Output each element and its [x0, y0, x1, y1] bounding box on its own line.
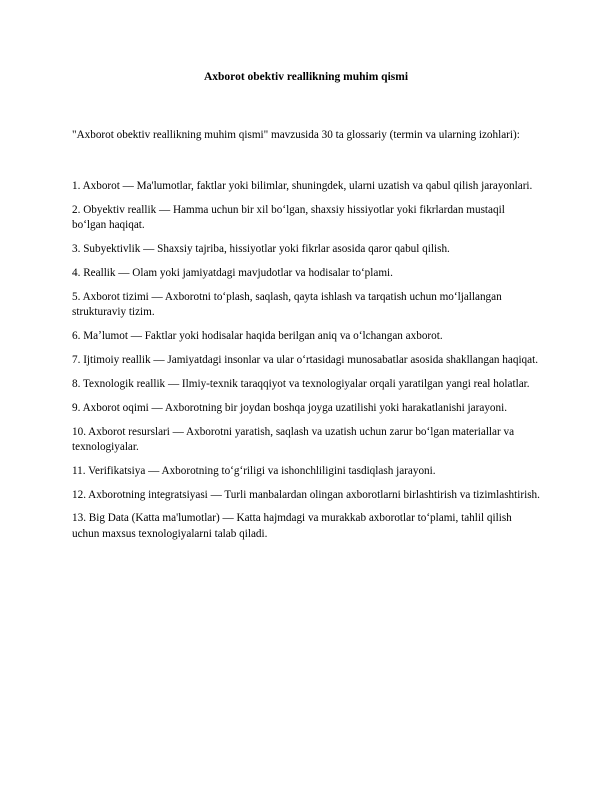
glossary-entry	[72, 329, 540, 344]
glossary-entry-text: 9. Axborot oqimi — Axborotning bir joydan boshqa joyga uzatilishi yoki harakatlanishi jarayoni.	[72, 401, 508, 414]
glossary-entry	[72, 203, 540, 234]
document-body	[72, 0, 540, 542]
page-title: Axborot obektiv reallikning muhim qismi	[203, 71, 409, 83]
glossary-entry	[72, 290, 540, 321]
glossary-entry	[72, 464, 540, 479]
glossary-entry	[72, 353, 540, 368]
glossary-entry	[72, 488, 540, 503]
glossary-list	[72, 143, 540, 542]
glossary-entry	[72, 242, 540, 257]
glossary-entry-text: 11. Verifikatsiya — Axborotning toʻgʻriligi va ishonchliligini tasdiqlash jarayoni.	[72, 464, 436, 477]
glossary-entry-text: 7. Ijtimoiy reallik — Jamiyatdagi insonlar va ular oʻrtasidagi munosabatlar asosida shakllangan haqiqat.	[72, 354, 539, 367]
glossary-entry	[72, 377, 540, 392]
intro-paragraph: "Axborot obektiv reallikning muhim qismi" mavzusida 30 ta glossariy (termin va ularning izohlari):	[72, 128, 520, 141]
glossary-entry	[72, 425, 540, 456]
glossary-entry-text: 10. Axborot resurslari — Axborotni yaratish, saqlash va uzatish uchun zarur boʻlgan materiallar va texnologiyalar.	[72, 425, 515, 453]
glossary-entry-text: 6. Maʼlumot — Faktlar yoki hodisalar haqida berilgan aniq va oʻlchangan axborot.	[72, 330, 443, 343]
glossary-entry-text: 8. Texnologik reallik — Ilmiy-texnik taraqqiyot va texnologiyalar orqali yaratilgan yangi real holatlar.	[72, 377, 530, 390]
glossary-entry	[72, 511, 540, 542]
glossary-entry	[72, 179, 540, 194]
glossary-entry-text: 13. Big Data (Katta ma'lumotlar) — Katta hajmdagi va murakkab axborotlar toʻplami, tahlil qilish uchun maxsus texnologiyalarni talab qiladi.	[72, 512, 512, 540]
glossary-entry-text: 3. Subyektivlik — Shaxsiy tajriba, hissiyotlar yoki fikrlar asosida qaror qabul qilish.	[72, 243, 450, 256]
glossary-entry-text: 2. Obyektiv reallik — Hamma uchun bir xil boʻlgan, shaxsiy hissiyotlar yoki fikrlardan mustaqil boʻlgan haqiqat.	[72, 204, 505, 232]
glossary-entry-text: 5. Axborot tizimi — Axborotni toʻplash, saqlash, qayta ishlash va tarqatish uchun moʻljallangan strukturaviy tizim.	[72, 291, 502, 319]
glossary-entry	[72, 401, 540, 416]
glossary-entry-text: 4. Reallik — Olam yoki jamiyatdagi mavjudotlar va hodisalar toʻplami.	[72, 267, 393, 280]
glossary-entry	[72, 266, 540, 281]
glossary-entry-text: 1. Axborot — Ma'lumotlar, faktlar yoki bilimlar, shuningdek, ularni uzatish va qabul qilish jarayonlari.	[72, 180, 533, 193]
glossary-entry-text: 12. Axborotning integratsiyasi — Turli manbalardan olingan axborotlarni birlashtirish va tizimlashtirish.	[72, 488, 540, 501]
